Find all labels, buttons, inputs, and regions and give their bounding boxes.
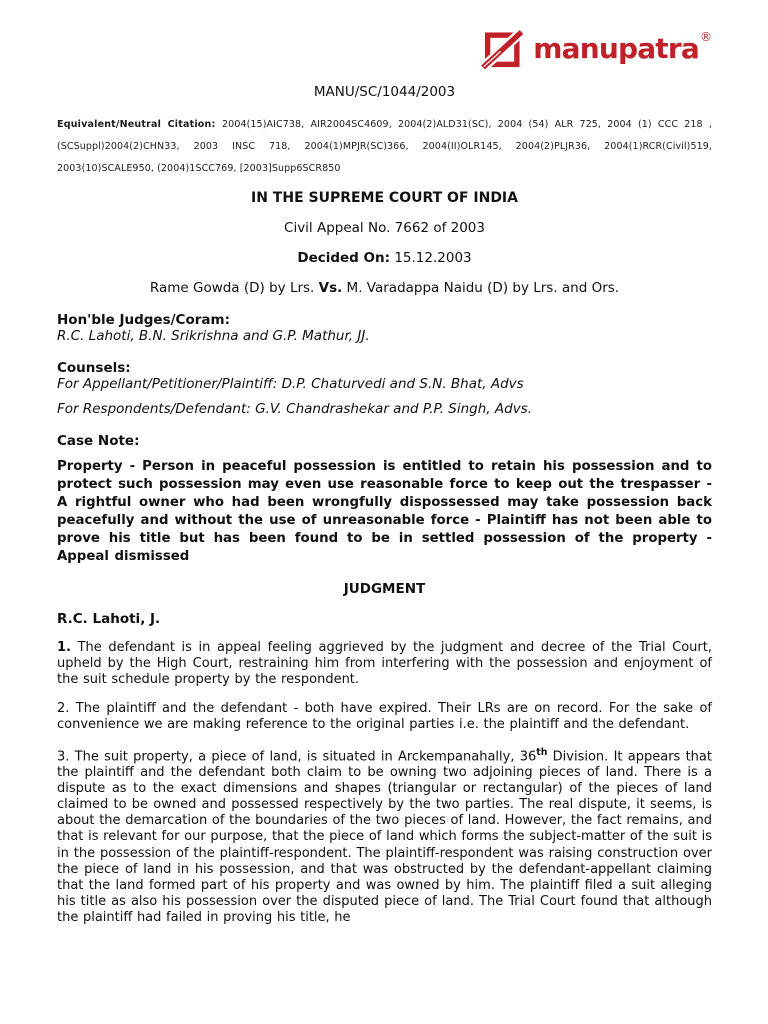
judges-names: R.C. Lahoti, B.N. Srikrishna and G.P. Mathur, JJ.: [57, 327, 370, 344]
paragraph-text: The defendant is in appeal feeling aggrieved by the judgment and decree of the Trial Court, upheld by the High Court, restraining him from interfering with the possession and enjoyment of the suit schedule property by the respondent.: [57, 640, 712, 688]
citation-label: Equivalent/Neutral Citation:: [57, 119, 223, 130]
case-note-text: Property - Person in peaceful possession is entitled to retain his possession and to protect such possession may even use reasonable force to keep out the trespasser - A rightful owner who had been wrongfully dispossessed may take possession back peacefully and without the use of unreasonable force - Plaintiff has not been able to prove his title but has been found to be in settled possession of the property - Appeal dismissed: [57, 458, 712, 564]
respondent-name: M. Varadappa Naidu (D) by Lrs. and Ors.: [342, 279, 620, 296]
court-name: IN THE SUPREME COURT OF INDIA: [251, 189, 518, 206]
paragraph-text: The plaintiff and the defendant - both have expired. Their LRs are on record. For the sake of convenience we are making reference to the original parties i.e. the plaintiff and the defendant.: [57, 701, 712, 733]
case-note-label: Case Note:: [57, 432, 140, 449]
decided-on: [57, 250, 712, 266]
author-judge: R.C. Lahoti, J.: [57, 611, 161, 627]
paragraph-text: The suit property, a piece of land, is situated in Arckempanahally, 36: [69, 748, 537, 764]
judges-coram-label: Hon'ble Judges/Coram:: [57, 311, 230, 328]
registered-trademark-icon: ®: [700, 30, 712, 44]
counsel-for-appellant: For Appellant/Petitioner/Plaintiff: D.P. Chaturvedi and S.N. Bhat, Advs: [57, 375, 524, 392]
decided-on-date: 15.12.2003: [390, 249, 472, 266]
paragraph-number: 2.: [57, 701, 70, 717]
counsels-label: Counsels:: [57, 359, 131, 376]
manupatra-wordmark: manupatra: [533, 32, 699, 65]
equivalent-citation: [57, 114, 712, 180]
manupatra-pen-square-icon: [477, 29, 529, 69]
case-parties: [57, 280, 712, 296]
judgment-heading: JUDGMENT: [343, 581, 426, 597]
manupatra-logo: [57, 28, 712, 70]
citation-text: 2004(15)AIC738, AIR2004SC4609, 2004(2)ALD31(SC), 2004 (54) ALR 725, 2004 (1) CCC 218 , (SCSuppl)2004(2)CHN33, 2003 INSC 718, 2004(1)MPJR(SC)366, 2004(II)OLR145, 2004(2)PLJR36, 2004(1)RCR(Civil)519, 2003(10)SCALE950, (2004)1SCC769, [2003]Supp6SCR850: [57, 119, 712, 174]
paragraph-number: 1.: [57, 640, 71, 655]
paragraph-number: 3.: [57, 748, 70, 764]
appeal-number: Civil Appeal No. 7662 of 2003: [284, 219, 485, 236]
paragraph-text: Division. It appears that the plaintiff and the defendant both claim to be owning two adjoining pieces of land. There is a dispute as to the exact dimensions and shapes (triangular or rectangular) of the pieces of land claimed to be owned and possessed respectively by the two parties. The real dispute, it seems, is about the demarcation of the boundaries of the two pieces of land. However, the fact remains, and that is relevant for our purpose, that the piece of land which forms the subject-matter of the suit is in the possession of the plaintiff-respondent. The plaintiff-respondent was raising construction over the piece of land in his possession, and that was obstructed by the defendant-appellant claiming that the land formed part of his property and was owned by him. The plaintiff filed a suit alleging his title as also his possession over the disputed piece of land. The Trial Court found that although the plaintiff had failed in proving his title, he: [57, 748, 712, 925]
counsel-for-respondent: For Respondents/Defendant: G.V. Chandrashekar and P.P. Singh, Advs.: [57, 400, 533, 417]
judgment-paragraph-2: [57, 701, 712, 733]
appellant-name: Rame Gowda (D) by Lrs.: [149, 279, 319, 296]
document-id: MANU/SC/1044/2003: [313, 84, 456, 100]
ordinal-superscript: th: [536, 746, 548, 758]
judgment-paragraph-1: [57, 640, 712, 688]
judgment-paragraph-3: [57, 747, 712, 927]
versus-label: Vs.: [318, 279, 343, 296]
decided-on-label: Decided On:: [297, 249, 391, 266]
